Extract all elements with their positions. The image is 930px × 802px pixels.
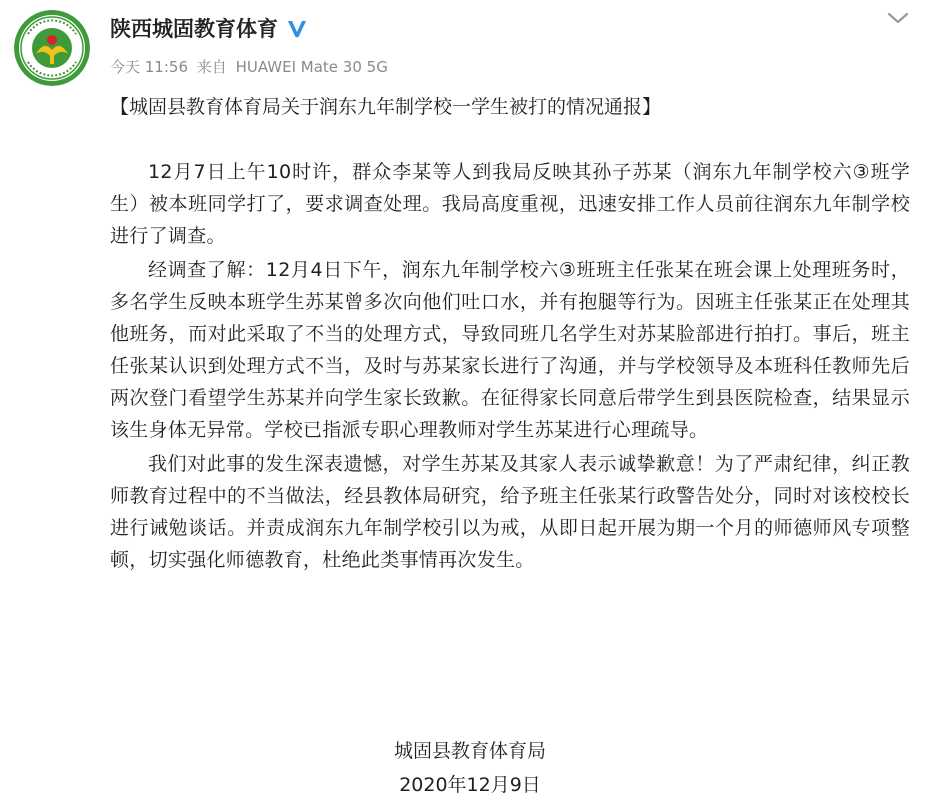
paragraph-2: 经调查了解：12月4日下午，润东九年制学校六③班班主任张某在班会课上处理班务时，多名学生反映本班学生苏某曾多次向他们吐口水，并有抱腿等行为。因班主任张某正在处理其他班务，而对此采取了不当的处理方式，导致同班几名学生对苏某脸部进行拍打。事后，班主任张某认识到处理方式不当，及时与苏某家长进行了沟通，并与学校领导及本班科任教师先后两次登门看望学生苏某并向学生家长致歉。在征得家长同意后带学生到县医院检查，结果显示该生身体无异常。学校已指派专职心理教师对学生苏某进行心理疏导。 [110, 259, 910, 441]
account-name[interactable]: 陕西城固教育体育 [110, 17, 278, 41]
chevron-down-icon[interactable] [886, 8, 910, 28]
source-device[interactable]: HUAWEI Mate 30 5G [235, 58, 388, 76]
post-headline: 【城固县教育体育局关于润东九年制学校一学生被打的情况通报】 [110, 96, 662, 118]
signature-date: 2020年12月9日 [399, 774, 541, 796]
verified-badge-icon [286, 18, 308, 40]
account-name-row[interactable] [110, 14, 308, 44]
county-education-logo-icon [14, 10, 90, 86]
source-prefix: 来自 [196, 58, 227, 76]
signature-org: 城固县教育体育局 [393, 740, 546, 762]
avatar[interactable] [14, 10, 90, 86]
post-time[interactable]: 今天 11:56 [110, 58, 188, 76]
signature-block [110, 734, 830, 802]
post-meta [110, 56, 388, 78]
paragraph-3: 我们对此事的发生深表遗憾，对学生苏某及其家人表示诚挚歉意！为了严肃纪律，纠正教师教育过程中的不当做法，经县教体局研究，给予班主任张某行政警告处分，同时对该校校长进行诫勉谈话。并责成润东九年制学校引以为戒，从即日起开展为期一个月的师德师风专项整顿，切实强化师德教育，杜绝此类事情再次发生。 [110, 453, 910, 571]
post-body [110, 156, 910, 578]
paragraph-1: 12月7日上午10时许，群众李某等人到我局反映其孙子苏某（润东九年制学校六③班学生）被本班同学打了，要求调查处理。我局高度重视，迅速安排工作人员前往润东九年制学校进行了调查。 [110, 161, 910, 247]
